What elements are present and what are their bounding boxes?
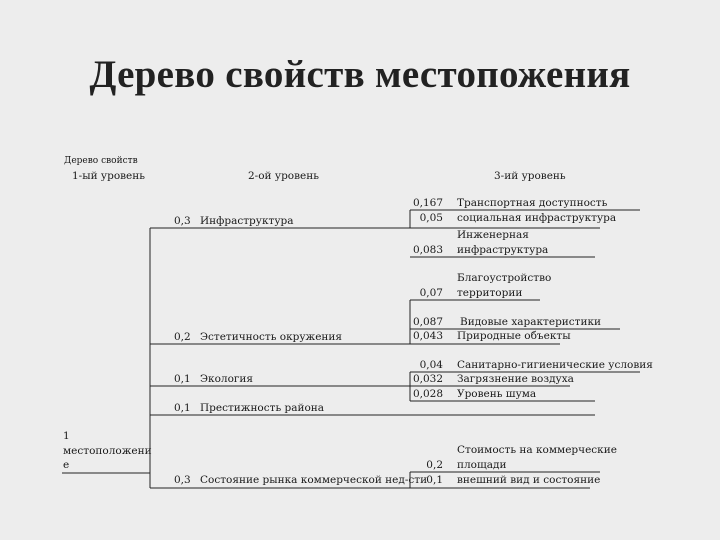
level3-value: 0,1 xyxy=(426,474,443,486)
level2-name: Инфраструктура xyxy=(200,215,294,227)
level3-name: Видовые характеристики xyxy=(460,316,602,328)
page-title: Дерево свойств местопожения xyxy=(89,53,631,96)
level3-name: Санитарно-гигиенические условия xyxy=(457,359,653,371)
level3-value: 0,043 xyxy=(412,330,443,342)
level2-value: 0,3 xyxy=(174,474,191,486)
level3-value: 0,04 xyxy=(419,359,443,371)
level3-name: Загрязнение воздуха xyxy=(457,373,574,385)
tree-label: Дерево свойств xyxy=(64,156,138,166)
level3-value: 0,087 xyxy=(412,316,443,328)
level3-name: Уровень шума xyxy=(457,388,537,400)
level3-value: 0,167 xyxy=(412,197,443,209)
level2-name: Состояние рынка коммерческой нед-сти xyxy=(200,474,428,486)
level3-value: 0,032 xyxy=(412,373,443,385)
level3-name: внешний вид и состояние xyxy=(457,474,601,486)
level2-name: Экология xyxy=(200,373,254,385)
level3-name: территории xyxy=(457,287,523,299)
level2-value: 0,2 xyxy=(174,331,191,343)
level3-name: Природные объекты xyxy=(457,330,571,342)
level3-value: 0,028 xyxy=(412,388,443,400)
root-name-line1: местоположени xyxy=(63,445,152,457)
level3-name: инфраструктура xyxy=(457,244,549,256)
level3-name: Стоимость на коммерческие xyxy=(457,444,617,456)
root-name-line2: е xyxy=(63,459,70,471)
level3-name: площади xyxy=(457,459,507,471)
level2-name: Престижность района xyxy=(200,402,325,414)
level3-value: 0,07 xyxy=(419,287,443,299)
level3-name: Инженерная xyxy=(457,229,529,241)
level3-header: 3-ий уровень xyxy=(494,170,566,182)
level3-value: 0,2 xyxy=(426,459,443,471)
level3-value: 0,05 xyxy=(419,212,443,224)
level2-value: 0,1 xyxy=(174,402,191,414)
level2-value: 0,3 xyxy=(174,215,191,227)
level1-header: 1-ый уровень xyxy=(72,170,145,182)
level3-value: 0,083 xyxy=(412,244,443,256)
level2-value: 0,1 xyxy=(174,373,191,385)
root-value: 1 xyxy=(63,430,70,442)
level2-name: Эстетичность окружения xyxy=(200,331,343,343)
level3-name: Транспортная доступность xyxy=(457,197,608,209)
level3-name: Благоустройство xyxy=(457,272,552,284)
level2-header: 2-ой уровень xyxy=(248,170,319,182)
level3-name: социальная инфраструктура xyxy=(457,212,617,224)
